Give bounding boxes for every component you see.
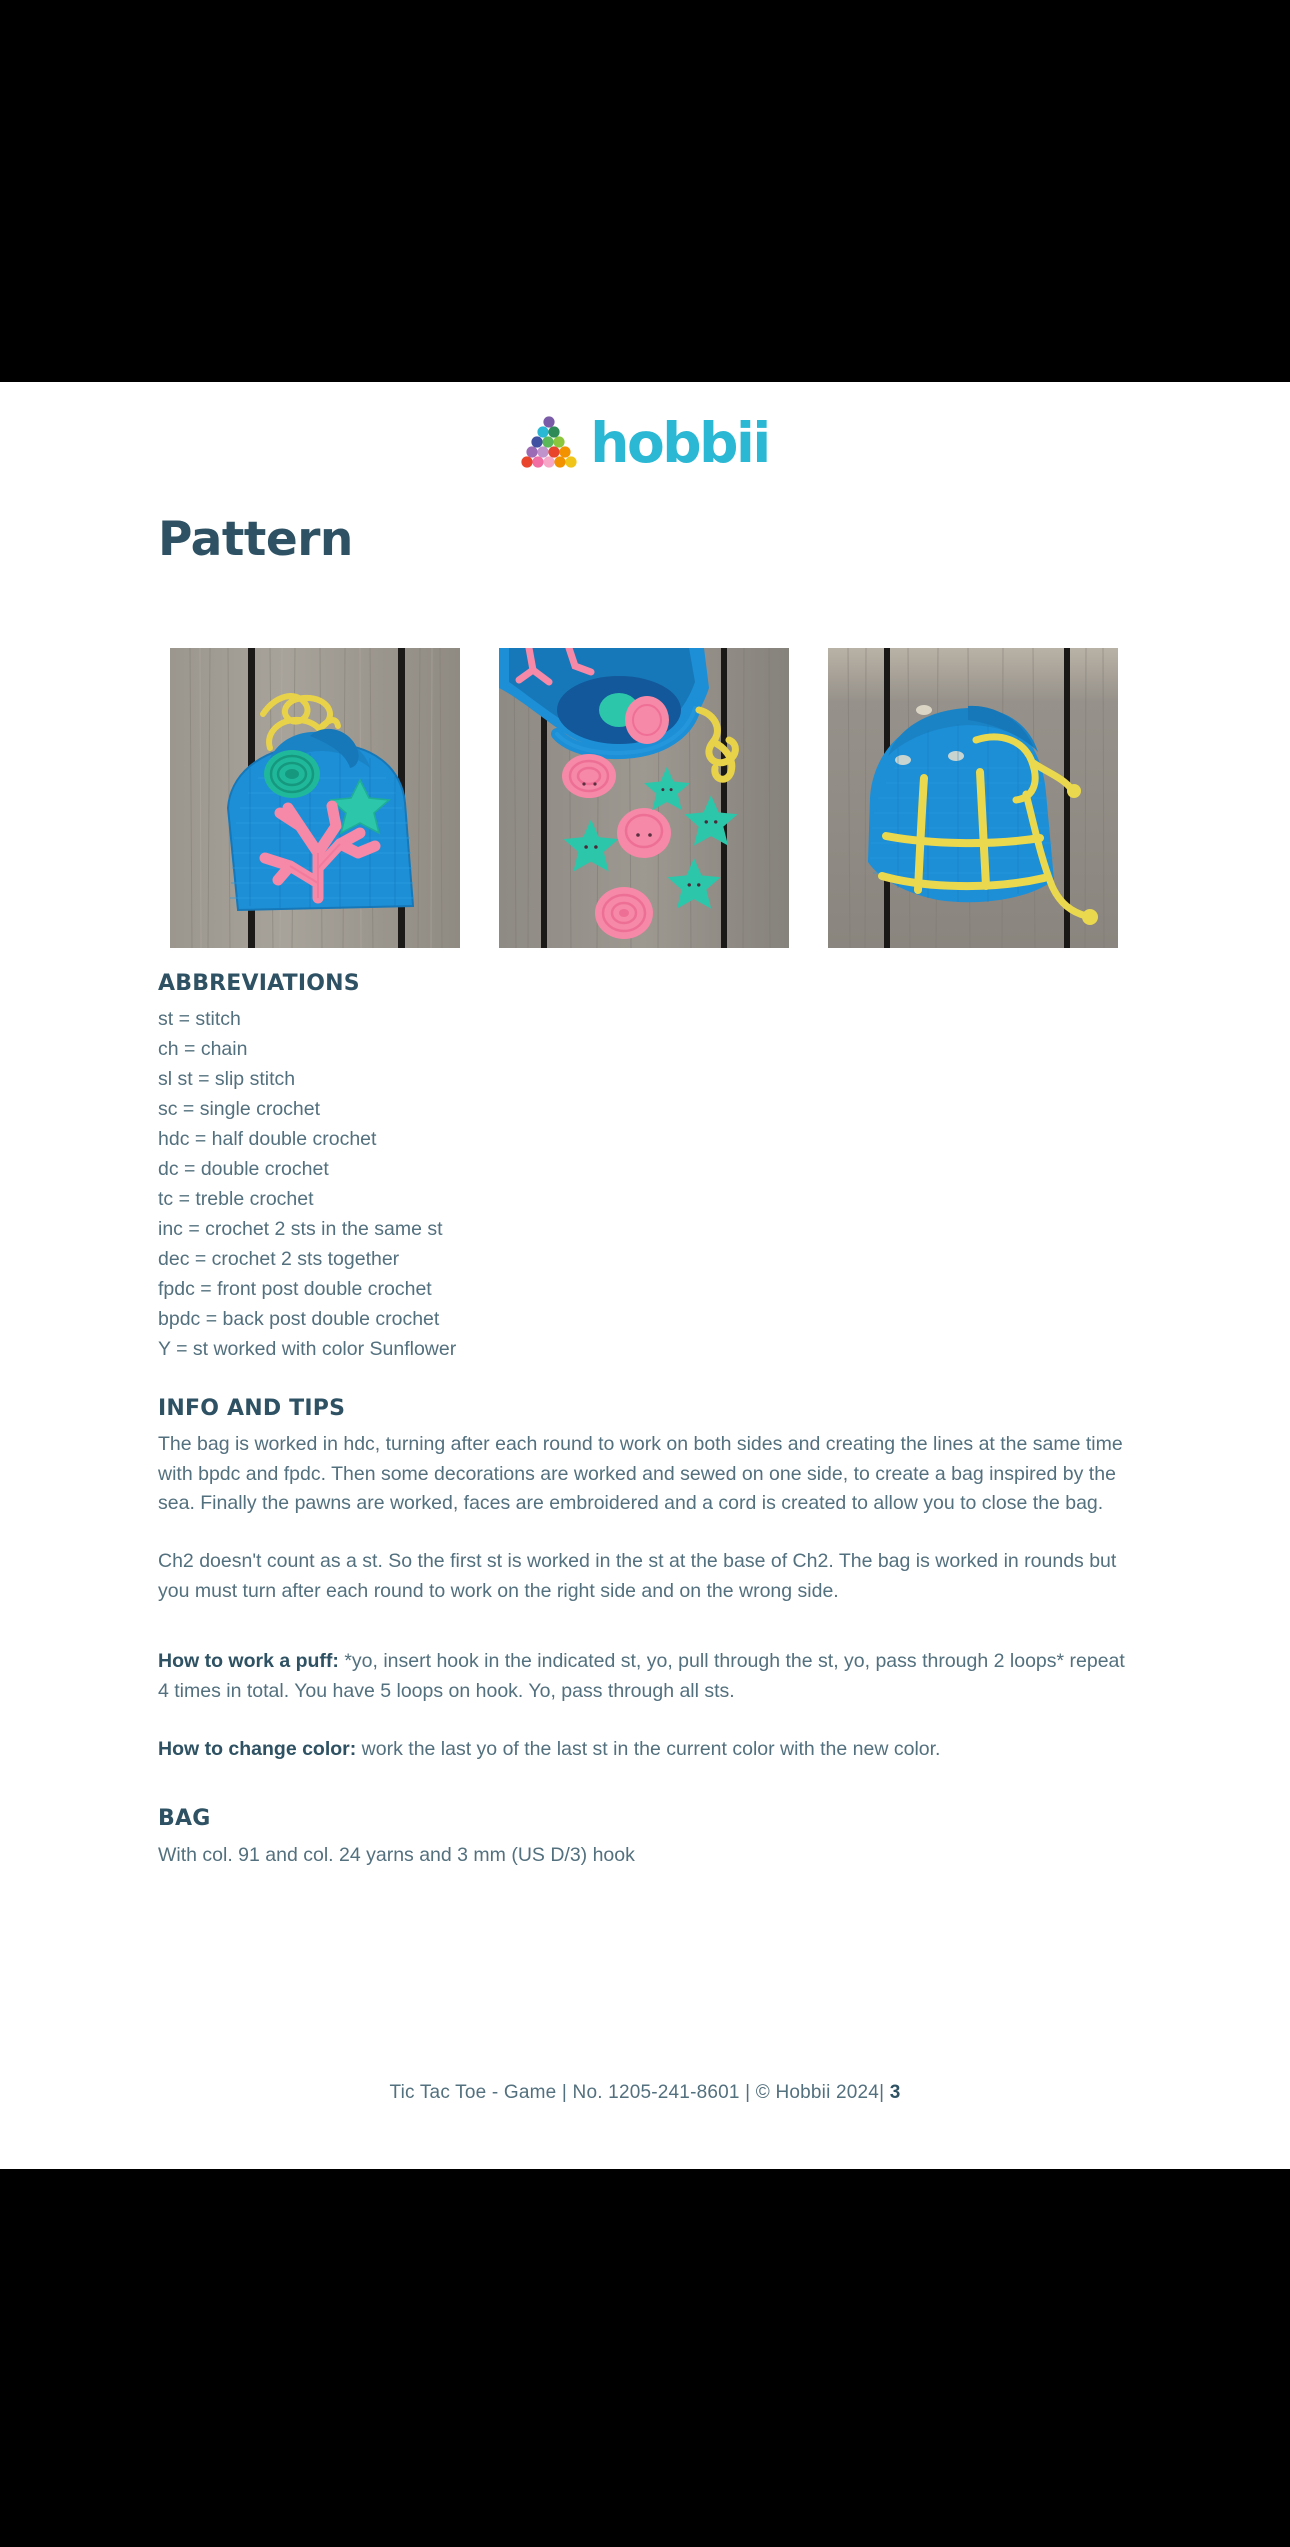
abbreviation-item-4: hdc = half double crochet [158,1128,377,1150]
abbreviation-item-1: ch = chain [158,1038,248,1060]
puff-label: How to work a puff: [158,1650,339,1672]
footer-pattern-number: No. 1205-241-8601 [572,2082,740,2103]
footer-page-number: 3 [889,2082,901,2103]
abbreviation-item-7: inc = crochet 2 sts in the same st [158,1218,443,1240]
change-color-label: How to change color: [158,1738,357,1760]
photo-blue-bag-with-coral-front [170,648,460,948]
document-page [0,382,1290,2169]
how-to-change-color-block [158,1735,1138,1765]
photo-bag-with-game-pieces-spilled [499,648,789,948]
page-title: Pattern [158,512,353,567]
abbreviation-item-5: dc = double crochet [158,1158,329,1180]
page-footer [0,2082,1290,2104]
bag-materials: With col. 91 and col. 24 yarns and 3 mm (US D/3) hook [158,1844,635,1866]
info-and-tips-heading: INFO AND TIPS [158,1396,346,1421]
photo-blue-bag-with-yellow-grid-back [828,648,1118,948]
how-to-work-a-puff-block [158,1647,1138,1706]
info-paragraph-2: Ch2 doesn't count as a st. So the first st is worked in the st at the base of Ch2. The bag is worked in rounds but you must turn after each round to work on the right side and on the wrong side. [158,1550,1117,1602]
abbreviation-item-3: sc = single crochet [158,1098,321,1120]
abbreviation-item-6: tc = treble crochet [158,1188,314,1210]
footer-separator-2: | [745,2082,751,2103]
footer-separator-1: | [561,2082,568,2103]
footer-product: Tic Tac Toe - Game [389,2082,557,2103]
change-color-text: work the last yo of the last st in the current color with the new color. [356,1738,941,1760]
product-photo-gallery [170,648,1120,948]
hobbii-logo[interactable] [0,411,1290,476]
abbreviation-item-8: dec = crochet 2 sts together [158,1248,400,1270]
info-paragraph-1: The bag is worked in hdc, turning after each round to work on both sides and creating the lines at the same time with bpdc and fpdc. Then some decorations are worked and sewed on one side, to create a bag inspired by the sea. Finally the pawns are worked, faces are embroidered and a cord is created to allow you to close the bag. [158,1433,1123,1514]
abbreviation-item-0: st = stitch [158,1008,241,1030]
puff-text: *yo, insert hook in the indicated st, yo, pull through the st, yo, pass through 2 loops* repeat 4 times in total. You have 5 loops on hook. Yo, pass through all sts. [158,1650,1125,1702]
yarn-pyramid-icon [521,415,581,469]
bag-heading: BAG [158,1806,211,1831]
abbreviation-item-11: Y = st worked with color Sunflower [158,1338,457,1360]
footer-copyright: © Hobbii 2024| [755,2082,885,2103]
abbreviation-item-9: fpdc = front post double crochet [158,1278,432,1300]
abbreviation-item-10: bpdc = back post double crochet [158,1308,440,1330]
abbreviations-heading: ABBREVIATIONS [158,971,360,996]
abbreviation-item-2: sl st = slip stitch [158,1068,296,1090]
hobbii-wordmark: hobbii [590,411,769,476]
